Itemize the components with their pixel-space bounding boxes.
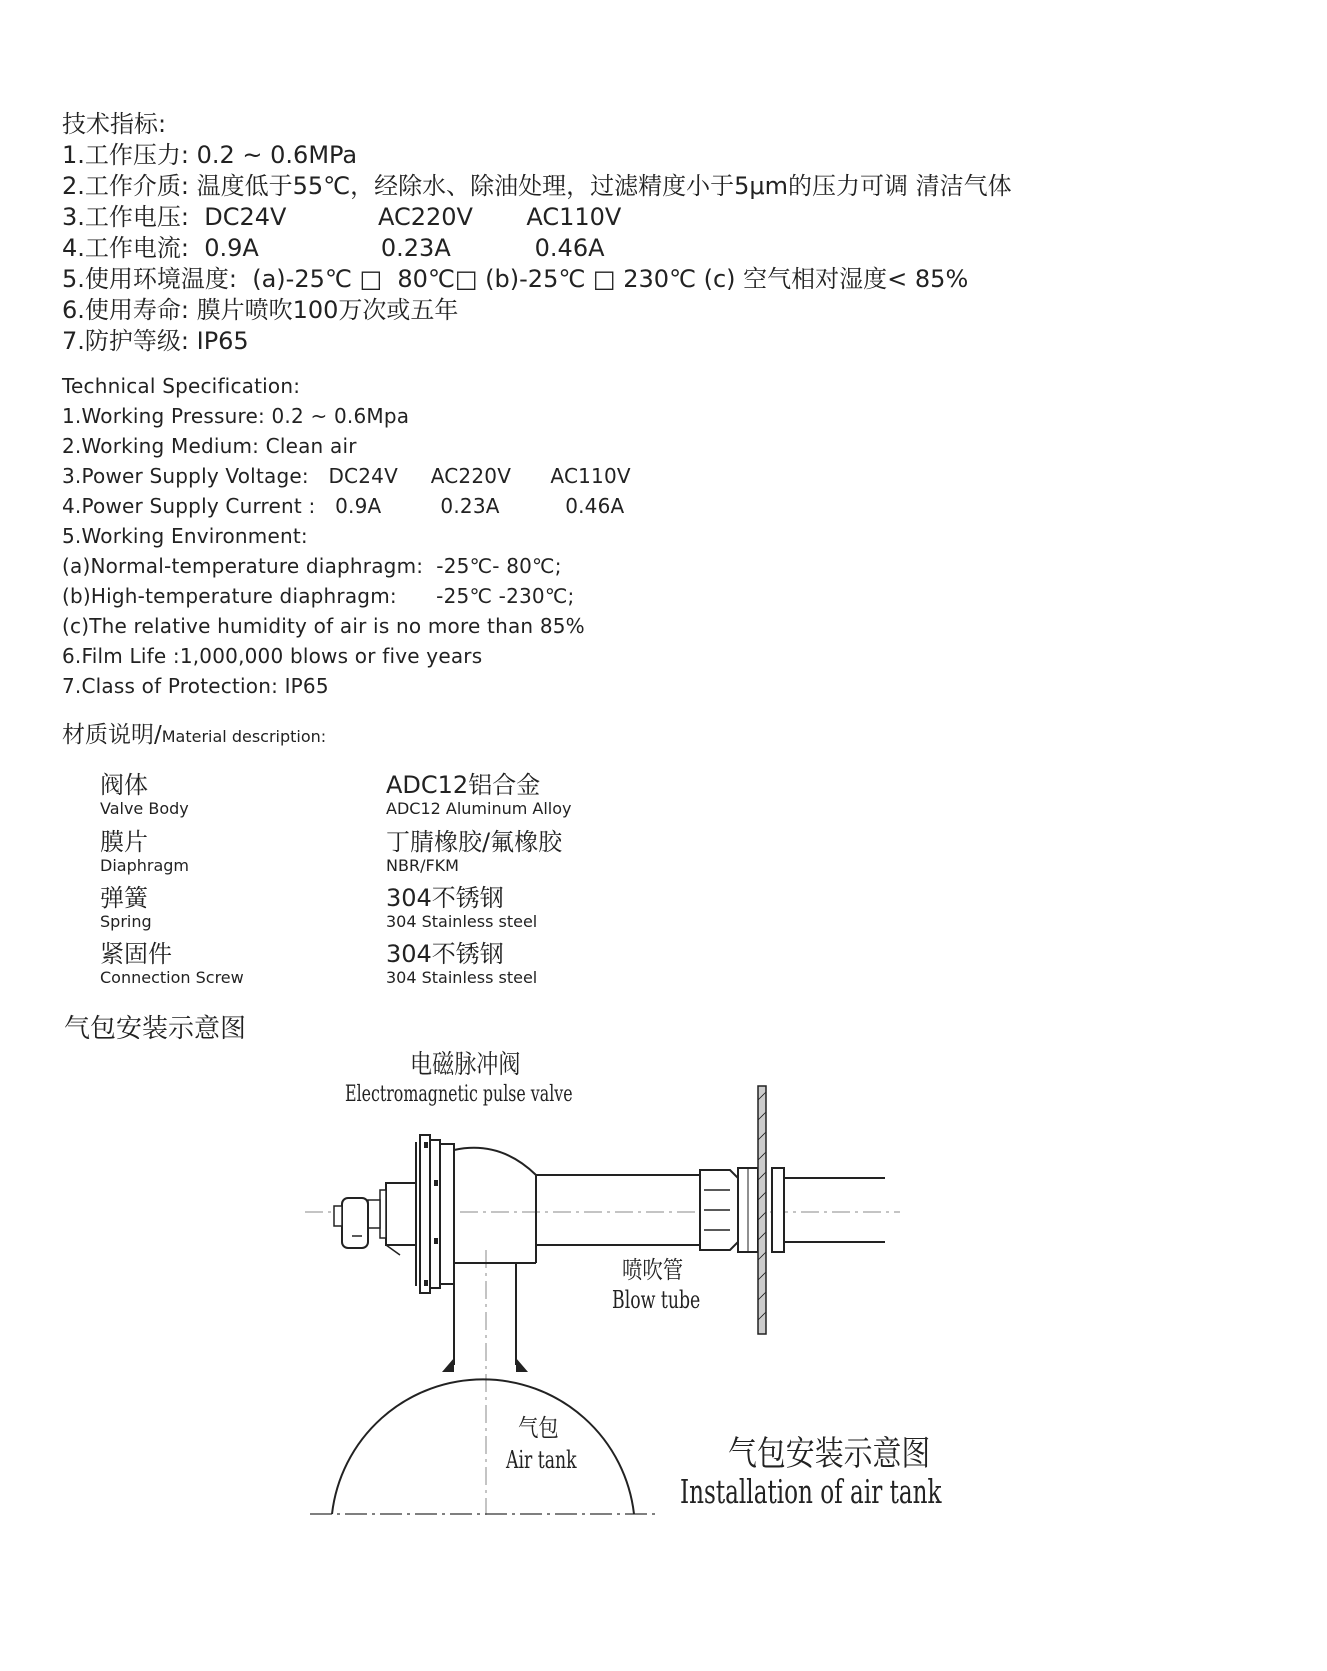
valve-label-en: Electromagnetic pulse valve bbox=[345, 1082, 573, 1107]
caption-cn: 气包安装示意图 bbox=[728, 1434, 931, 1474]
pilot-housing bbox=[386, 1183, 416, 1245]
cn-spec-line: 5.使用环境温度: (a)-25℃ □ 80℃□ (b)-25℃ □ 230℃ (c) 空气相对湿度< 85% bbox=[62, 265, 969, 293]
mat-en: ADC12 Aluminum Alloy bbox=[386, 799, 572, 818]
tank-label-en: Air tank bbox=[506, 1446, 577, 1474]
material-heading-en: Material description: bbox=[161, 727, 327, 746]
part-en: Diaphragm bbox=[100, 856, 189, 875]
en-spec-line: 6.Film Life :1,000,000 blows or five years bbox=[62, 644, 483, 668]
mat-cn: ADC12铝合金 bbox=[386, 771, 541, 799]
material-row-value bbox=[386, 884, 537, 932]
part-cn: 膜片 bbox=[100, 828, 148, 856]
en-spec-line: 4.Power Supply Current : 0.9A 0.23A 0.46A bbox=[62, 494, 625, 518]
material-row bbox=[100, 940, 244, 988]
mat-en: 304 Stainless steel bbox=[386, 912, 538, 931]
part-cn: 紧固件 bbox=[100, 940, 172, 968]
en-spec-line: (a)Normal-temperature diaphragm: -25℃- 80℃; bbox=[62, 554, 562, 578]
valve-label-cn: 电磁脉冲阀 bbox=[410, 1050, 521, 1080]
material-heading bbox=[62, 716, 326, 749]
part-cn: 弹簧 bbox=[100, 884, 148, 912]
en-spec-line: (c)The relative humidity of air is no more than 85% bbox=[62, 614, 585, 638]
material-row bbox=[100, 828, 189, 876]
wall-plate bbox=[758, 1086, 766, 1334]
installation-title: 气包安装示意图 bbox=[64, 1014, 247, 1044]
en-spec-line: 2.Working Medium: Clean air bbox=[62, 434, 357, 458]
mat-cn: 304不锈钢 bbox=[386, 940, 504, 968]
material-row bbox=[100, 771, 189, 819]
cn-spec-line: 6.使用寿命: 膜片喷吹100万次或五年 bbox=[62, 296, 459, 324]
cn-spec-line: 1.工作压力: 0.2 ~ 0.6MPa bbox=[62, 141, 358, 169]
mat-cn: 304不锈钢 bbox=[386, 884, 504, 912]
part-cn: 阀体 bbox=[100, 771, 148, 799]
tube-label-cn: 喷吹管 bbox=[622, 1256, 684, 1284]
cn-spec-line: 7.防护等级: IP65 bbox=[62, 327, 249, 355]
material-row-value bbox=[386, 940, 537, 988]
cn-spec-line: 4.工作电流: 0.9A 0.23A 0.46A bbox=[62, 234, 605, 262]
material-row bbox=[100, 884, 152, 932]
mat-cn: 丁腈橡胶/氟橡胶 bbox=[386, 828, 563, 856]
valve-body bbox=[454, 1148, 536, 1263]
en-spec-line: 1.Working Pressure: 0.2 ~ 0.6Mpa bbox=[62, 404, 410, 428]
installation-diagram bbox=[300, 1040, 1020, 1660]
mat-en: 304 Stainless steel bbox=[386, 968, 538, 987]
weld-right bbox=[516, 1358, 528, 1372]
air-tank-shape bbox=[332, 1379, 634, 1514]
part-en: Spring bbox=[100, 912, 152, 931]
material-row-value bbox=[386, 771, 572, 819]
tank-label-cn: 气包 bbox=[518, 1414, 559, 1442]
caption-en: Installation of air tank bbox=[680, 1472, 942, 1511]
en-spec-line: 3.Power Supply Voltage: DC24V AC220V AC110V bbox=[62, 464, 631, 488]
diagram-svg bbox=[300, 1040, 1020, 1660]
en-spec-line: 5.Working Environment: bbox=[62, 524, 308, 548]
cn-spec-heading: 技术指标: bbox=[62, 110, 167, 138]
material-heading-cn: 材质说明/ bbox=[62, 722, 162, 748]
cn-spec-line: 2.工作介质: 温度低于55℃，经除水、除油处理，过滤精度小于5μm的压力可调 清洁气体 bbox=[62, 172, 1012, 200]
en-spec-line: 7.Class of Protection: IP65 bbox=[62, 674, 329, 698]
en-spec-line: (b)High-temperature diaphragm: -25℃ -230℃; bbox=[62, 584, 575, 608]
en-spec-heading: Technical Specification: bbox=[62, 374, 301, 398]
tube-label-en: Blow tube bbox=[612, 1286, 701, 1314]
cn-spec-line: 3.工作电压: DC24V AC220V AC110V bbox=[62, 203, 622, 231]
mat-en: NBR/FKM bbox=[386, 856, 459, 875]
part-en: Valve Body bbox=[100, 799, 189, 818]
coil-connector bbox=[342, 1198, 368, 1248]
weld-left bbox=[442, 1358, 454, 1372]
part-en: Connection Screw bbox=[100, 968, 244, 987]
material-row-value bbox=[386, 828, 562, 876]
